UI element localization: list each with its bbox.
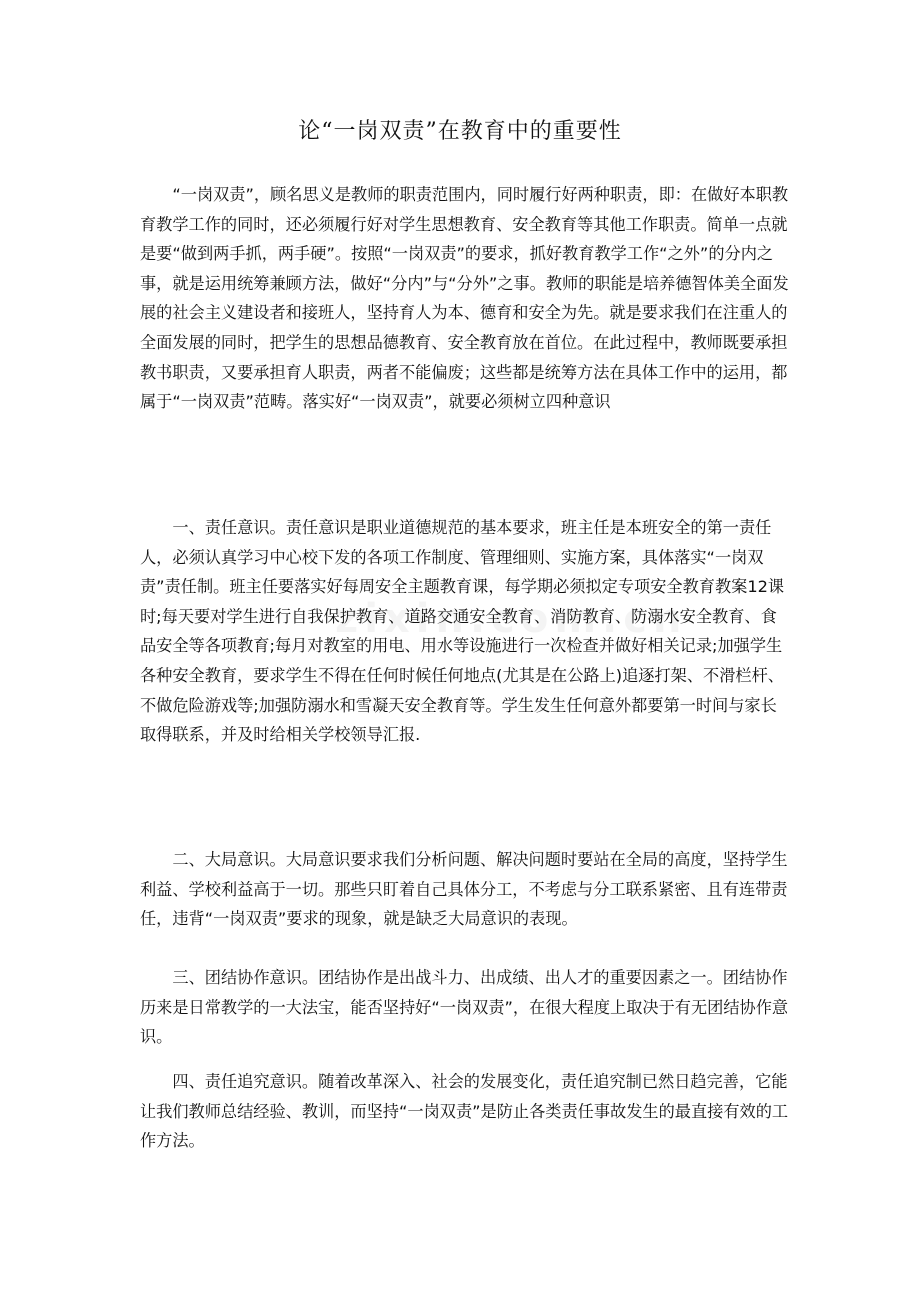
paragraph-responsibility: 一、责任意识。责任意识是职业道德规范的基本要求，班主任是本班安全的第一责任人，必须认真学习中心校下发的各项工作制度、管理细则、实施方案，具体落实“一岗双责”责任制。班主任要落实好每周安全主题教育课，每学期必须拟定专项安全教育教案12课时;每天要对学生进行自我保护教育、道路交通安全教育、消防教育、防溺水安全教育、食品安全等各项教育;每月对教室的用电、用水等设施进行一次检查并做好相关记录;加强学生各种安全教育，要求学生不得在任何时候任何地点(尤其是在公路上)追逐打架、不滑栏杆、不做危险游戏等;加强防溺水和雪凝天安全教育等。学生发生任何意外都要第一时间与家长取得联系，并及时给相关学校领导汇报. <box>140 518 785 745</box>
paragraph-accountability: 四、责任追究意识。随着改革深入、社会的发展变化，责任追究制已然日趋完善，它能让我们教师总结经验、教训，而坚持“一岗双责”是防止各类责任事故发生的最直接有效的工作方法。 <box>140 1072 789 1151</box>
paragraph-overall-situation: 二、大局意识。大局意识要求我们分析问题、解决问题时要站在全局的高度，坚持学生利益、学校利益高于一切。那些只盯着自己具体分工，不考虑与分工联系紧密、且有连带责任，违背“一岗双责”要求的现象，就是缺乏大局意识的表现。 <box>140 850 788 929</box>
paragraph-teamwork: 三、团结协作意识。团结协作是出战斗力、出成绩、出人才的重要因素之一。团结协作历来是日常教学的一大法宝，能否坚持好“一岗双责”，在很大程度上取决于有无团结协作意识。 <box>140 968 789 1047</box>
document-title: 论“一岗双责”在教育中的重要性 <box>298 119 622 144</box>
paragraph-intro: “一岗双责”，顾名思义是教师的职责范围内，同时履行好两种职责，即：在做好本职教育教学工作的同时，还必须履行好对学生思想教育、安全教育等其他工作职责。简单一点就是要“做到两手抓，两手硬”。按照“一岗双责”的要求，抓好教育教学工作“之外”的分内之事，就是运用统筹兼顾方法，做好“分内”与“分外”之事。教师的职能是培养德智体美全面发展的社会主义建设者和接班人，坚持育人为本、德育和安全为先。就是要求我们在注重人的全面发展的同时，把学生的思想品德教育、安全教育放在首位。在此过程中，教师既要承担教书职责，又要承担育人职责，两者不能偏废；这些都是统筹方法在具体工作中的运用，都属于“一岗双责”范畴。落实好“一岗双责”，就要必须树立四种意识 <box>140 185 789 412</box>
